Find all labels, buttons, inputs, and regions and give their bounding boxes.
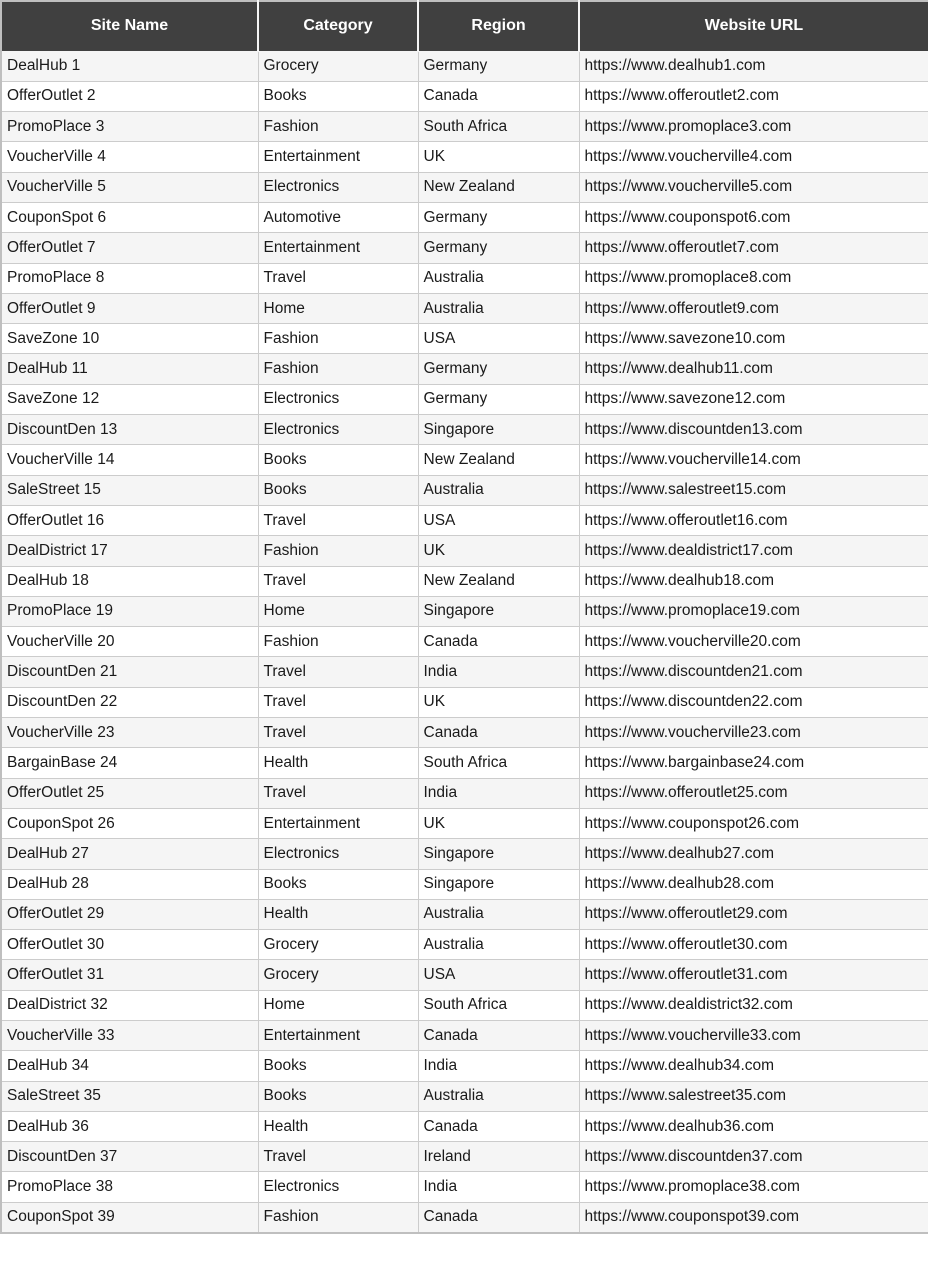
region-cell: Singapore	[418, 839, 579, 869]
website-url-cell: https://www.discountden21.com	[579, 657, 928, 687]
category-cell: Home	[258, 596, 418, 626]
category-cell: Health	[258, 748, 418, 778]
region-cell: Australia	[418, 899, 579, 929]
category-cell: Entertainment	[258, 808, 418, 838]
region-cell: Singapore	[418, 415, 579, 445]
website-url-cell: https://www.dealhub27.com	[579, 839, 928, 869]
region-cell: Canada	[418, 627, 579, 657]
table-body	[1, 51, 928, 1233]
site-name-cell: CouponSpot 26	[1, 808, 258, 838]
category-cell: Books	[258, 445, 418, 475]
table-row	[1, 748, 928, 778]
site-name-cell: DealHub 28	[1, 869, 258, 899]
table-row	[1, 324, 928, 354]
table-row	[1, 566, 928, 596]
table-header	[1, 1, 928, 51]
category-cell: Automotive	[258, 202, 418, 232]
website-url-cell: https://www.bargainbase24.com	[579, 748, 928, 778]
table-row	[1, 415, 928, 445]
region-cell: India	[418, 1172, 579, 1202]
table-row	[1, 960, 928, 990]
table-row	[1, 869, 928, 899]
table-row	[1, 1051, 928, 1081]
site-name-cell: CouponSpot 6	[1, 202, 258, 232]
category-cell: Entertainment	[258, 1021, 418, 1051]
region-cell: Ireland	[418, 1142, 579, 1172]
region-cell: Canada	[418, 1111, 579, 1141]
site-name-cell: SaleStreet 15	[1, 475, 258, 505]
region-cell: UK	[418, 142, 579, 172]
website-url-cell: https://www.voucherville20.com	[579, 627, 928, 657]
table-row	[1, 172, 928, 202]
table-row	[1, 112, 928, 142]
table-row	[1, 1142, 928, 1172]
category-cell: Travel	[258, 657, 418, 687]
site-name-cell: PromoPlace 38	[1, 1172, 258, 1202]
site-name-cell: VoucherVille 23	[1, 718, 258, 748]
site-name-cell: VoucherVille 4	[1, 142, 258, 172]
region-cell: Germany	[418, 384, 579, 414]
site-name-cell: OfferOutlet 31	[1, 960, 258, 990]
table-row	[1, 384, 928, 414]
website-url-cell: https://www.promoplace8.com	[579, 263, 928, 293]
category-cell: Books	[258, 81, 418, 111]
website-url-cell: https://www.couponspot39.com	[579, 1202, 928, 1232]
website-url-cell: https://www.salestreet35.com	[579, 1081, 928, 1111]
table-row	[1, 263, 928, 293]
region-cell: Australia	[418, 293, 579, 323]
table-row	[1, 81, 928, 111]
site-name-cell: SaleStreet 35	[1, 1081, 258, 1111]
region-cell: Australia	[418, 475, 579, 505]
website-url-cell: https://www.offeroutlet2.com	[579, 81, 928, 111]
region-cell: Canada	[418, 1021, 579, 1051]
table-row	[1, 839, 928, 869]
category-cell: Books	[258, 1081, 418, 1111]
website-url-cell: https://www.offeroutlet7.com	[579, 233, 928, 263]
region-cell: India	[418, 657, 579, 687]
region-cell: USA	[418, 960, 579, 990]
website-url-cell: https://www.dealhub1.com	[579, 51, 928, 81]
table-row	[1, 142, 928, 172]
website-url-cell: https://www.discountden22.com	[579, 687, 928, 717]
region-cell: UK	[418, 808, 579, 838]
website-url-cell: https://www.dealhub34.com	[579, 1051, 928, 1081]
table-row	[1, 293, 928, 323]
region-cell: Germany	[418, 51, 579, 81]
category-cell: Travel	[258, 1142, 418, 1172]
region-cell: Australia	[418, 1081, 579, 1111]
region-cell: Singapore	[418, 869, 579, 899]
column-header-website-url: Website URL	[579, 1, 928, 51]
category-cell: Home	[258, 990, 418, 1020]
region-cell: USA	[418, 505, 579, 535]
region-cell: South Africa	[418, 748, 579, 778]
category-cell: Fashion	[258, 354, 418, 384]
table-row	[1, 445, 928, 475]
website-url-cell: https://www.voucherville5.com	[579, 172, 928, 202]
region-cell: Canada	[418, 1202, 579, 1232]
region-cell: New Zealand	[418, 566, 579, 596]
website-url-cell: https://www.voucherville4.com	[579, 142, 928, 172]
region-cell: New Zealand	[418, 445, 579, 475]
website-url-cell: https://www.dealhub28.com	[579, 869, 928, 899]
site-name-cell: DealHub 27	[1, 839, 258, 869]
site-name-cell: OfferOutlet 25	[1, 778, 258, 808]
region-cell: Australia	[418, 930, 579, 960]
site-name-cell: VoucherVille 14	[1, 445, 258, 475]
table-row	[1, 596, 928, 626]
category-cell: Electronics	[258, 172, 418, 202]
category-cell: Grocery	[258, 960, 418, 990]
site-name-cell: VoucherVille 33	[1, 1021, 258, 1051]
category-cell: Fashion	[258, 324, 418, 354]
website-url-cell: https://www.savezone12.com	[579, 384, 928, 414]
table-row	[1, 51, 928, 81]
table-row	[1, 202, 928, 232]
table-row	[1, 1111, 928, 1141]
website-url-cell: https://www.dealdistrict32.com	[579, 990, 928, 1020]
category-cell: Entertainment	[258, 233, 418, 263]
site-name-cell: OfferOutlet 29	[1, 899, 258, 929]
site-name-cell: DealHub 11	[1, 354, 258, 384]
table-row	[1, 233, 928, 263]
website-url-cell: https://www.savezone10.com	[579, 324, 928, 354]
site-name-cell: OfferOutlet 2	[1, 81, 258, 111]
website-url-cell: https://www.offeroutlet9.com	[579, 293, 928, 323]
category-cell: Home	[258, 293, 418, 323]
region-cell: New Zealand	[418, 172, 579, 202]
table-row	[1, 627, 928, 657]
category-cell: Travel	[258, 566, 418, 596]
category-cell: Travel	[258, 778, 418, 808]
website-url-cell: https://www.offeroutlet30.com	[579, 930, 928, 960]
category-cell: Books	[258, 1051, 418, 1081]
table-row	[1, 354, 928, 384]
site-name-cell: DiscountDen 21	[1, 657, 258, 687]
site-name-cell: DealHub 34	[1, 1051, 258, 1081]
category-cell: Grocery	[258, 51, 418, 81]
category-cell: Health	[258, 1111, 418, 1141]
website-url-cell: https://www.discountden13.com	[579, 415, 928, 445]
region-cell: Germany	[418, 202, 579, 232]
region-cell: Germany	[418, 354, 579, 384]
site-name-cell: DealDistrict 17	[1, 536, 258, 566]
region-cell: Canada	[418, 718, 579, 748]
website-url-cell: https://www.voucherville23.com	[579, 718, 928, 748]
table-row	[1, 930, 928, 960]
website-url-cell: https://www.salestreet15.com	[579, 475, 928, 505]
site-name-cell: VoucherVille 5	[1, 172, 258, 202]
category-cell: Travel	[258, 505, 418, 535]
column-header-category: Category	[258, 1, 418, 51]
website-url-cell: https://www.voucherville14.com	[579, 445, 928, 475]
category-cell: Fashion	[258, 1202, 418, 1232]
table-row	[1, 475, 928, 505]
region-cell: USA	[418, 324, 579, 354]
site-name-cell: DealDistrict 32	[1, 990, 258, 1020]
category-cell: Fashion	[258, 536, 418, 566]
category-cell: Fashion	[258, 627, 418, 657]
category-cell: Fashion	[258, 112, 418, 142]
site-name-cell: OfferOutlet 16	[1, 505, 258, 535]
site-name-cell: DiscountDen 22	[1, 687, 258, 717]
site-name-cell: DiscountDen 13	[1, 415, 258, 445]
category-cell: Electronics	[258, 384, 418, 414]
category-cell: Health	[258, 899, 418, 929]
website-url-cell: https://www.offeroutlet29.com	[579, 899, 928, 929]
category-cell: Electronics	[258, 415, 418, 445]
region-cell: UK	[418, 536, 579, 566]
table-row	[1, 1021, 928, 1051]
table-row	[1, 536, 928, 566]
website-url-cell: https://www.promoplace19.com	[579, 596, 928, 626]
website-url-cell: https://www.promoplace3.com	[579, 112, 928, 142]
website-url-cell: https://www.dealhub36.com	[579, 1111, 928, 1141]
website-url-cell: https://www.promoplace38.com	[579, 1172, 928, 1202]
region-cell: South Africa	[418, 112, 579, 142]
site-name-cell: CouponSpot 39	[1, 1202, 258, 1232]
website-url-cell: https://www.couponspot26.com	[579, 808, 928, 838]
table-row	[1, 808, 928, 838]
site-name-cell: OfferOutlet 9	[1, 293, 258, 323]
column-header-site-name: Site Name	[1, 1, 258, 51]
table-row	[1, 1172, 928, 1202]
site-name-cell: DealHub 36	[1, 1111, 258, 1141]
table-row	[1, 1081, 928, 1111]
site-name-cell: PromoPlace 3	[1, 112, 258, 142]
table-row	[1, 778, 928, 808]
website-url-cell: https://www.offeroutlet16.com	[579, 505, 928, 535]
region-cell: Germany	[418, 233, 579, 263]
category-cell: Travel	[258, 263, 418, 293]
header-row	[1, 1, 928, 51]
region-cell: UK	[418, 687, 579, 717]
category-cell: Entertainment	[258, 142, 418, 172]
region-cell: India	[418, 778, 579, 808]
website-url-cell: https://www.offeroutlet25.com	[579, 778, 928, 808]
site-name-cell: DealHub 18	[1, 566, 258, 596]
website-url-cell: https://www.couponspot6.com	[579, 202, 928, 232]
site-name-cell: SaveZone 12	[1, 384, 258, 414]
category-cell: Travel	[258, 687, 418, 717]
category-cell: Grocery	[258, 930, 418, 960]
site-name-cell: DiscountDen 37	[1, 1142, 258, 1172]
region-cell: Australia	[418, 263, 579, 293]
website-url-cell: https://www.dealhub11.com	[579, 354, 928, 384]
category-cell: Electronics	[258, 839, 418, 869]
site-name-cell: VoucherVille 20	[1, 627, 258, 657]
site-name-cell: OfferOutlet 7	[1, 233, 258, 263]
table-row	[1, 657, 928, 687]
site-name-cell: SaveZone 10	[1, 324, 258, 354]
category-cell: Electronics	[258, 1172, 418, 1202]
site-name-cell: PromoPlace 19	[1, 596, 258, 626]
website-url-cell: https://www.offeroutlet31.com	[579, 960, 928, 990]
category-cell: Books	[258, 475, 418, 505]
region-cell: South Africa	[418, 990, 579, 1020]
site-name-cell: OfferOutlet 30	[1, 930, 258, 960]
site-name-cell: BargainBase 24	[1, 748, 258, 778]
website-url-cell: https://www.dealdistrict17.com	[579, 536, 928, 566]
table-row	[1, 899, 928, 929]
website-url-cell: https://www.voucherville33.com	[579, 1021, 928, 1051]
table-row	[1, 505, 928, 535]
site-name-cell: PromoPlace 8	[1, 263, 258, 293]
category-cell: Travel	[258, 718, 418, 748]
table-row	[1, 687, 928, 717]
region-cell: Canada	[418, 81, 579, 111]
site-name-cell: DealHub 1	[1, 51, 258, 81]
table-row	[1, 718, 928, 748]
website-url-cell: https://www.discountden37.com	[579, 1142, 928, 1172]
region-cell: India	[418, 1051, 579, 1081]
column-header-region: Region	[418, 1, 579, 51]
table-row	[1, 1202, 928, 1232]
region-cell: Singapore	[418, 596, 579, 626]
website-url-cell: https://www.dealhub18.com	[579, 566, 928, 596]
category-cell: Books	[258, 869, 418, 899]
table-row	[1, 990, 928, 1020]
